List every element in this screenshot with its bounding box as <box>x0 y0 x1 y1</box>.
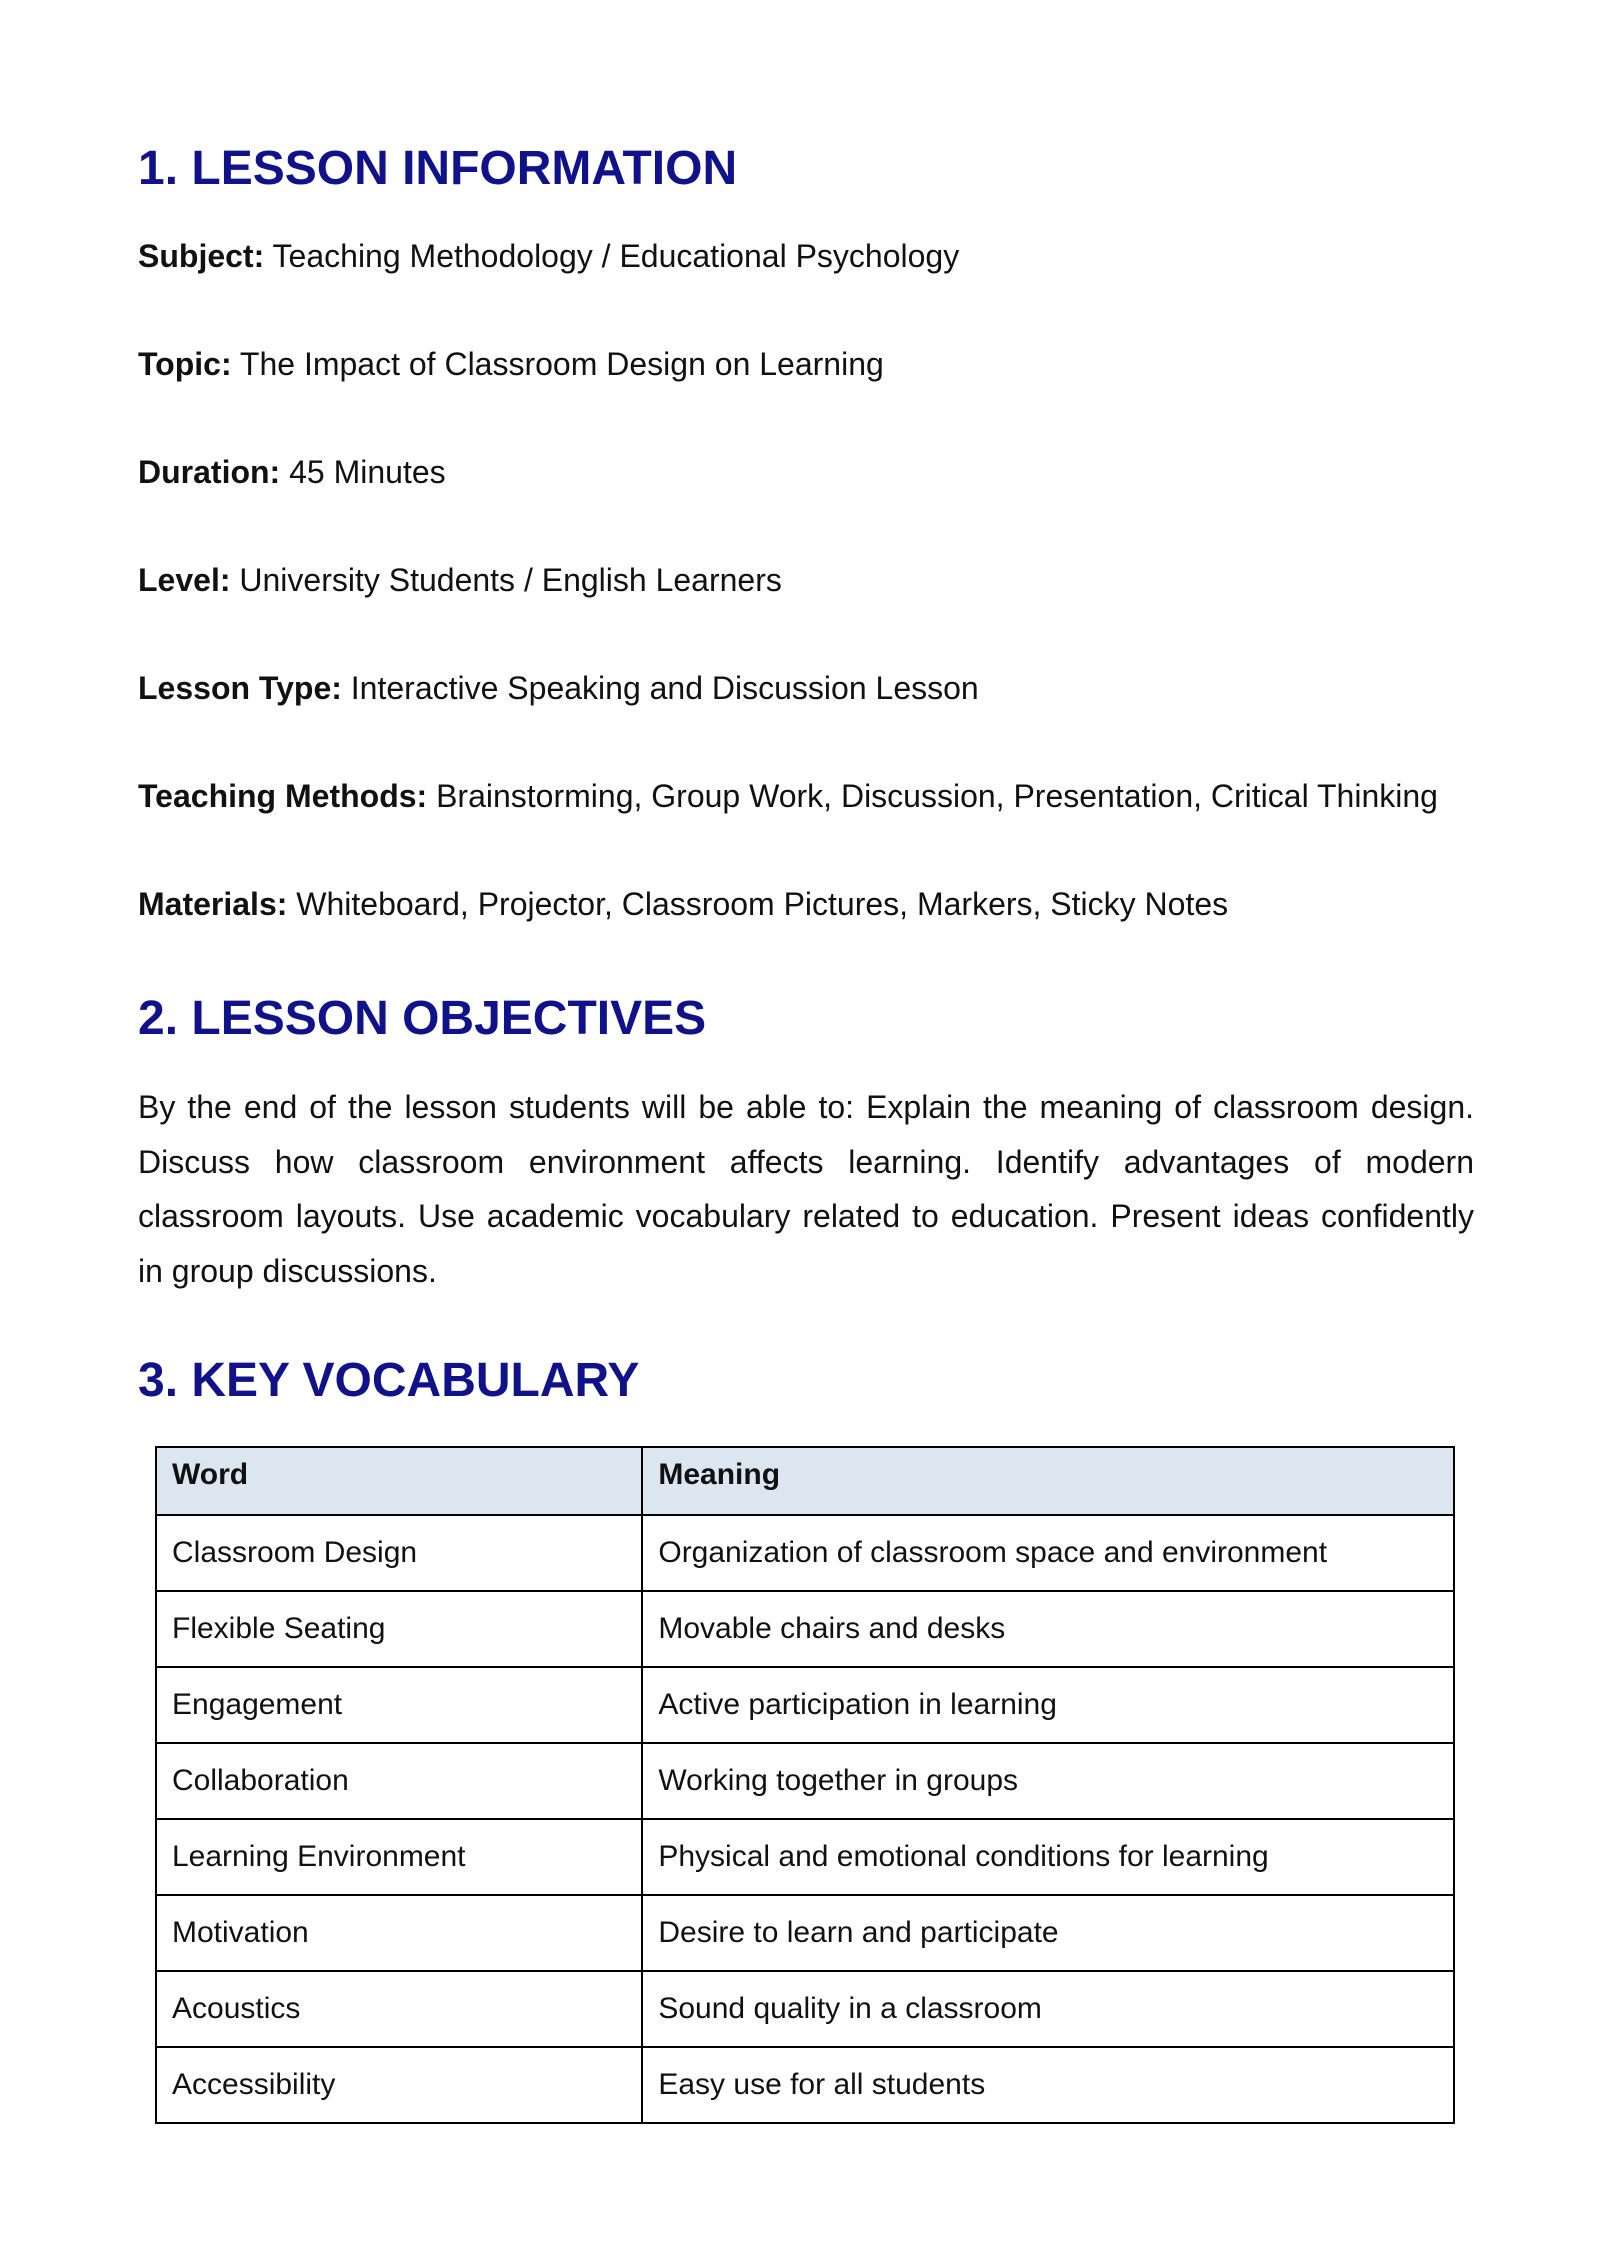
word-cell: Classroom Design <box>156 1515 642 1591</box>
meaning-cell: Active participation in learning <box>642 1667 1454 1743</box>
table-row <box>156 1895 1454 1971</box>
word-cell: Learning Environment <box>156 1819 642 1895</box>
table-row <box>156 1515 1454 1591</box>
table-row <box>156 1743 1454 1819</box>
field-label: Level: <box>138 562 231 598</box>
field-label: Duration: <box>138 454 281 490</box>
meaning-cell: Sound quality in a classroom <box>642 1971 1454 2047</box>
lesson-information-heading: 1. LESSON INFORMATION <box>138 142 738 195</box>
word-cell: Accessibility <box>156 2047 642 2123</box>
table-row <box>156 1591 1454 1667</box>
field-value: The Impact of Classroom Design on Learning <box>239 346 884 382</box>
table-row <box>156 1819 1454 1895</box>
column-header-word: Word <box>156 1447 642 1515</box>
field-value: Whiteboard, Projector, Classroom Pictures, Markers, Sticky Notes <box>296 886 1229 922</box>
meaning-cell: Easy use for all students <box>642 2047 1454 2123</box>
meaning-cell: Desire to learn and participate <box>642 1895 1454 1971</box>
vocabulary-table <box>155 1446 1455 2124</box>
subject-field <box>138 236 959 276</box>
column-header-meaning: Meaning <box>642 1447 1454 1515</box>
meaning-cell: Organization of classroom space and environment <box>642 1515 1454 1591</box>
field-value: Teaching Methodology / Educational Psychology <box>272 238 960 274</box>
meaning-cell: Working together in groups <box>642 1743 1454 1819</box>
word-cell: Acoustics <box>156 1971 642 2047</box>
table-header-row <box>156 1447 1454 1515</box>
field-value: Brainstorming, Group Work, Discussion, Presentation, Critical Thinking <box>436 778 1438 814</box>
objectives-paragraph: By the end of the lesson students will be able to: Explain the meaning of classroom design. Discuss how classroom environment affects learning. Identify advantages of modern classroom layouts. Use academic vocabulary related to education. Present ideas confidently in group discussions. <box>138 1089 1474 1289</box>
materials-field <box>138 884 1228 924</box>
field-label: Subject: <box>138 238 265 274</box>
field-label: Materials: <box>138 886 288 922</box>
field-value: University Students / English Learners <box>239 562 782 598</box>
table-row <box>156 1971 1454 2047</box>
lesson-objectives-heading: 2. LESSON OBJECTIVES <box>138 992 707 1045</box>
word-cell: Flexible Seating <box>156 1591 642 1667</box>
meaning-cell: Physical and emotional conditions for learning <box>642 1819 1454 1895</box>
meaning-cell: Movable chairs and desks <box>642 1591 1454 1667</box>
key-vocabulary-heading: 3. KEY VOCABULARY <box>138 1354 640 1407</box>
field-label: Topic: <box>138 346 232 382</box>
duration-field <box>138 452 446 492</box>
level-field <box>138 560 782 600</box>
field-value: Interactive Speaking and Discussion Lesson <box>350 670 979 706</box>
table-row <box>156 2047 1454 2123</box>
table-row <box>156 1667 1454 1743</box>
word-cell: Collaboration <box>156 1743 642 1819</box>
field-value: 45 Minutes <box>289 454 446 490</box>
word-cell: Motivation <box>156 1895 642 1971</box>
field-label: Teaching Methods: <box>138 778 428 814</box>
word-cell: Engagement <box>156 1667 642 1743</box>
field-label: Lesson Type: <box>138 670 342 706</box>
teaching-methods-field <box>138 776 1438 816</box>
lesson-type-field <box>138 668 979 708</box>
topic-field <box>138 344 884 384</box>
